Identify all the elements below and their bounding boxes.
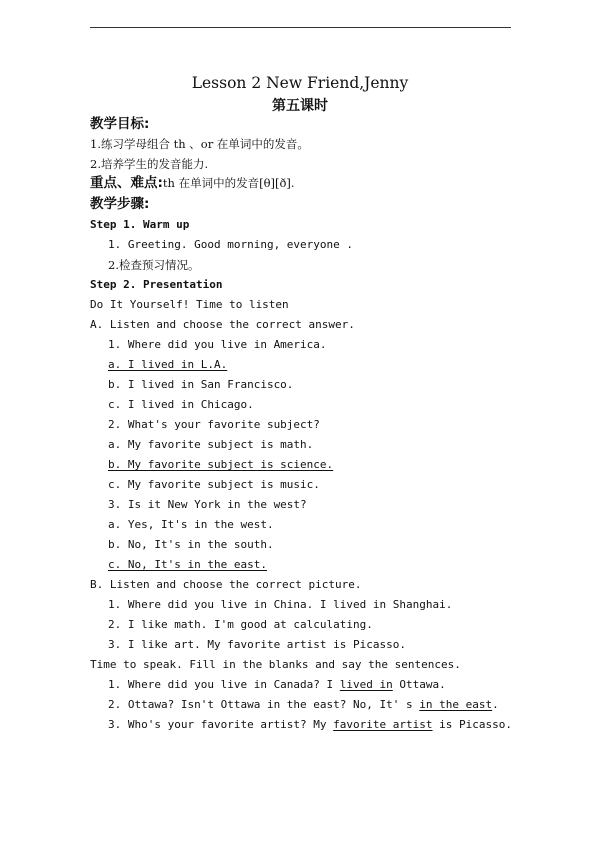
- objectives-heading: 教学目标:: [90, 116, 150, 132]
- partA-line: 1. Where did you live in America.: [108, 338, 327, 351]
- partA-line: c. I lived in Chicago.: [108, 398, 254, 411]
- partB-line: 3. I like art. My favorite artist is Picasso.: [108, 638, 407, 651]
- steps-heading: 教学步骤:: [90, 196, 150, 212]
- speak-post: Ottawa.: [392, 678, 446, 691]
- keypoints-label: 重点、难点:: [90, 175, 163, 191]
- partA-line: a. My favorite subject is math.: [108, 438, 314, 451]
- partA-line: c. My favorite subject is music.: [108, 478, 320, 491]
- step1-item: 1. Greeting. Good morning, everyone .: [108, 238, 354, 251]
- speak-sentence: [108, 698, 499, 712]
- objective-item: 2.培养学生的发音能力.: [90, 157, 209, 171]
- step2-intro: Do It Yourself! Time to listen: [90, 298, 289, 311]
- speak-title: Time to speak. Fill in the blanks and say the sentences.: [90, 658, 461, 671]
- partA-title: A. Listen and choose the correct answer.: [90, 318, 355, 331]
- partA-line: b. I lived in San Francisco.: [108, 378, 294, 391]
- step2-title: Step 2. Presentation: [90, 278, 223, 291]
- lesson-subtitle: 第五课时: [272, 98, 328, 114]
- partA-answer-underlined: c. No, It's in the east.: [108, 558, 267, 571]
- speak-sentence: [108, 678, 446, 692]
- partA-line: b. No, It's in the south.: [108, 538, 274, 551]
- speak-blank: lived in: [339, 678, 393, 691]
- keypoints-text: th 在单词中的发音[θ][ð].: [162, 176, 295, 190]
- partA-answer-underlined: a. I lived in L.A.: [108, 358, 228, 371]
- speak-pre: 3. Who's your favorite artist? My: [108, 718, 334, 731]
- step1-item: 2.检查预习情况。: [108, 258, 200, 272]
- speak-pre: 2. Ottawa? Isn't Ottawa in the east? No, It' s: [108, 698, 420, 711]
- partA-line: 2. What's your favorite subject?: [108, 418, 320, 431]
- partB-line: 2. I like math. I'm good at calculating.: [108, 618, 373, 631]
- speak-post: .: [492, 698, 499, 711]
- speak-sentence: [108, 718, 512, 732]
- objective-item: 1.练习学母组合 th 、or 在单词中的发音。: [90, 137, 309, 151]
- top-rule: [90, 27, 511, 28]
- partB-line: 1. Where did you live in China. I lived in Shanghai.: [108, 598, 453, 611]
- keypoints: [90, 176, 295, 190]
- partA-answer-underlined: b. My favorite subject is science.: [108, 458, 334, 471]
- step1-title: Step 1. Warm up: [90, 218, 190, 231]
- lesson-title: Lesson 2 New Friend,Jenny: [191, 74, 409, 92]
- speak-pre: 1. Where did you live in Canada? I: [108, 678, 340, 691]
- speak-blank: favorite artist: [333, 718, 433, 731]
- partA-line: 3. Is it New York in the west?: [108, 498, 307, 511]
- partA-line: a. Yes, It's in the west.: [108, 518, 274, 531]
- speak-post: is Picasso.: [432, 718, 512, 731]
- partB-title: B. Listen and choose the correct picture.: [90, 578, 362, 591]
- speak-blank: in the east: [419, 698, 493, 711]
